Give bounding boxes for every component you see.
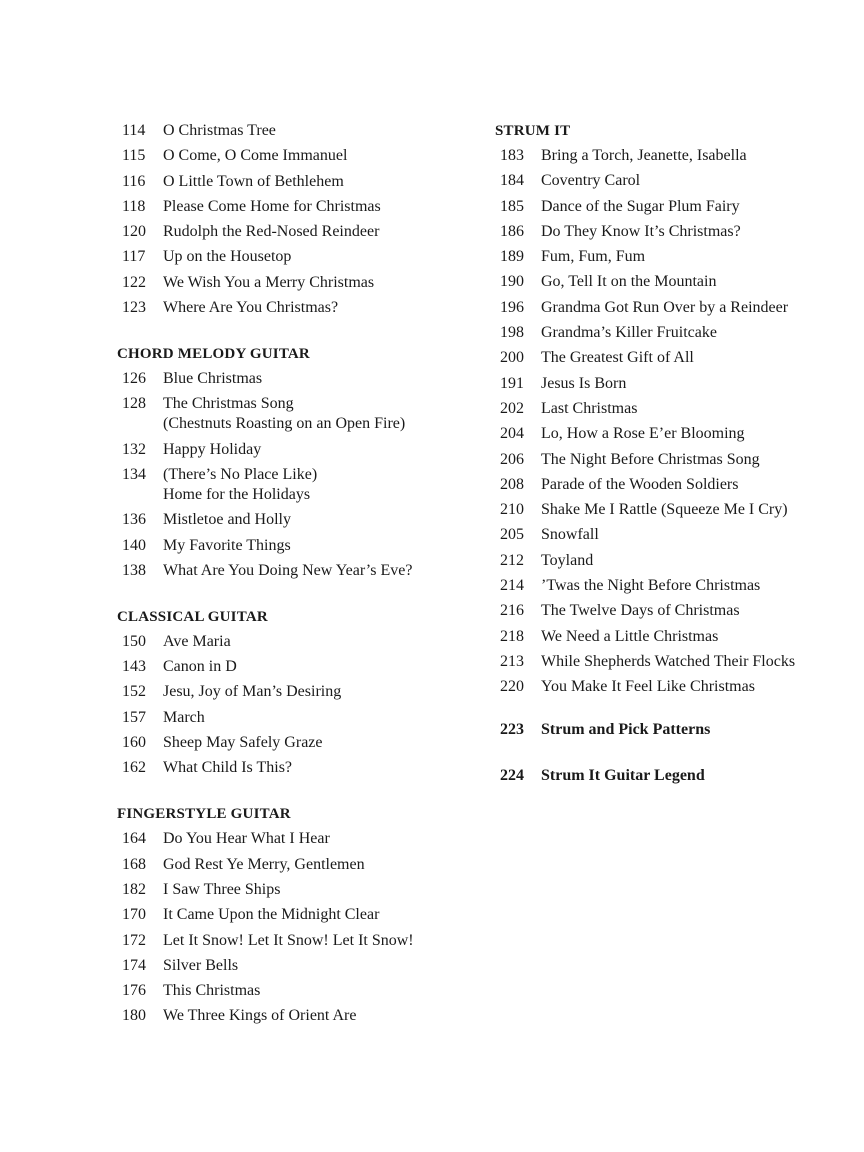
song-title: Shake Me I Rattle (Squeeze Me I Cry): [541, 501, 788, 519]
song-title: Go, Tell It on the Mountain: [541, 273, 717, 291]
toc-entry: [117, 172, 477, 192]
song-title: Strum and Pick Patterns: [541, 721, 711, 739]
toc-entry: [117, 561, 477, 581]
toc-entry: [117, 121, 477, 141]
song-title: Lo, How a Rose E’er Blooming: [541, 425, 745, 443]
toc-entry: [495, 272, 835, 292]
page-number: 170: [122, 906, 146, 924]
toc-entry: [117, 758, 477, 778]
song-title: We Wish You a Merry Christmas: [163, 273, 375, 291]
toc-entry: [117, 931, 477, 951]
page-number: 220: [500, 678, 524, 696]
page-number: 212: [500, 551, 524, 569]
toc-entry: [117, 829, 477, 849]
toc-entry: [495, 399, 835, 419]
toc-entry: [495, 247, 835, 267]
song-title: (There’s No Place Like) Home for the Holidays: [163, 465, 318, 503]
page-number: 134: [122, 465, 146, 483]
section-heading: FINGERSTYLE GUITAR: [117, 806, 291, 823]
page-number: 117: [122, 248, 146, 266]
page-number: 189: [500, 248, 524, 266]
page-number: 132: [122, 440, 146, 458]
page-number: 126: [122, 370, 146, 388]
toc-entry: [117, 369, 477, 389]
page-number: 196: [500, 298, 524, 316]
page-number: 184: [500, 172, 524, 190]
page-number: 180: [122, 1007, 146, 1025]
page-number: 223: [500, 721, 524, 739]
toc-entry: [117, 440, 477, 460]
page-number: 191: [500, 374, 524, 392]
toc-entry: [117, 146, 477, 166]
toc-entry: [117, 956, 477, 976]
toc-entry: [495, 424, 835, 444]
song-title: Rudolph the Red-Nosed Reindeer: [163, 223, 380, 241]
page-number: 198: [500, 324, 524, 342]
toc-entry: [117, 536, 477, 556]
toc-entry: [495, 171, 835, 191]
song-title: Grandma’s Killer Fruitcake: [541, 324, 717, 342]
page-number: 157: [122, 708, 146, 726]
toc-entry: [495, 348, 835, 368]
page-number: 204: [500, 425, 524, 443]
right-column: [495, 121, 835, 792]
song-title: We Three Kings of Orient Are: [163, 1007, 357, 1025]
song-title: The Twelve Days of Christmas: [541, 602, 740, 620]
page-number: 213: [500, 652, 524, 670]
song-title: The Christmas Song (Chestnuts Roasting on an Open Fire): [163, 395, 406, 433]
page-number: 218: [500, 627, 524, 645]
page-number: 190: [500, 273, 524, 291]
toc-entry: [117, 855, 477, 875]
song-title: March: [163, 708, 205, 726]
toc-entry: [495, 197, 835, 217]
toc-entry: [495, 500, 835, 520]
song-title: O Little Town of Bethlehem: [163, 172, 344, 190]
page-number: 216: [500, 602, 524, 620]
toc-entry: [117, 197, 477, 217]
page-number: 174: [122, 956, 146, 974]
toc-entry: [117, 733, 477, 753]
toc-extra: [495, 720, 835, 740]
toc-entry: [495, 601, 835, 621]
song-title: Parade of the Wooden Soldiers: [541, 475, 739, 493]
page-number: 182: [122, 880, 146, 898]
song-title: While Shepherds Watched Their Flocks: [541, 652, 796, 670]
toc-entry: [117, 510, 477, 530]
toc-entry: [117, 981, 477, 1001]
page-number: 202: [500, 399, 524, 417]
song-title: O Christmas Tree: [163, 122, 276, 139]
page-number: 122: [122, 273, 146, 291]
toc-entry: [495, 720, 835, 740]
section-heading: CLASSICAL GUITAR: [117, 608, 268, 625]
page-number: 150: [122, 632, 146, 650]
toc-entry: [495, 525, 835, 545]
page-number: 136: [122, 511, 146, 529]
song-title: Snowfall: [541, 526, 599, 544]
song-title: Jesu, Joy of Man’s Desiring: [163, 683, 342, 701]
toc-entry: [117, 708, 477, 728]
song-title: Please Come Home for Christmas: [163, 197, 381, 215]
page-number: 214: [500, 577, 524, 595]
toc-entry: [495, 652, 835, 672]
page-number: 152: [122, 683, 146, 701]
song-title: Strum It Guitar Legend: [541, 767, 705, 785]
song-title: Ave Maria: [163, 632, 231, 650]
song-title: Sheep May Safely Graze: [163, 734, 323, 752]
toc-entry: [117, 247, 477, 267]
toc-extra: [495, 766, 835, 786]
toc-entry: [117, 394, 477, 434]
toc-entry: [495, 627, 835, 647]
toc-entry: [495, 450, 835, 470]
page-number: 164: [122, 830, 146, 848]
song-title: You Make It Feel Like Christmas: [541, 678, 755, 696]
page-number: 210: [500, 501, 524, 519]
page-number: 115: [122, 147, 146, 165]
song-title: It Came Upon the Midnight Clear: [163, 906, 380, 924]
song-title: Up on the Housetop: [163, 248, 292, 266]
page-number: 116: [122, 172, 146, 190]
song-title: The Night Before Christmas Song: [541, 450, 760, 468]
song-title: Where Are You Christmas?: [163, 299, 339, 317]
section-heading: CHORD MELODY GUITAR: [117, 346, 310, 363]
page-number: 160: [122, 734, 146, 752]
song-title: We Need a Little Christmas: [541, 627, 719, 645]
toc-entry: [495, 323, 835, 343]
page-number: 176: [122, 982, 146, 1000]
page-number: 138: [122, 561, 146, 579]
toc-entry: [495, 551, 835, 571]
toc-entry: [495, 475, 835, 495]
song-title: Dance of the Sugar Plum Fairy: [541, 197, 740, 215]
song-title: O Come, O Come Immanuel: [163, 147, 348, 165]
page-number: 200: [500, 349, 524, 367]
song-title: Coventry Carol: [541, 172, 641, 190]
left-column: [117, 121, 477, 1052]
toc-entry: [117, 632, 477, 652]
song-title: What Child Is This?: [163, 759, 293, 777]
song-title: Let It Snow! Let It Snow! Let It Snow!: [163, 931, 414, 949]
song-title: Jesus Is Born: [541, 374, 627, 392]
page-number: 123: [122, 299, 146, 317]
toc-entry: [495, 766, 835, 786]
song-title: What Are You Doing New Year’s Eve?: [163, 561, 413, 579]
toc-section: [117, 804, 477, 1026]
toc-section: [117, 121, 477, 318]
song-title: Last Christmas: [541, 399, 638, 417]
section-heading: STRUM IT: [495, 123, 571, 139]
toc-entry: [117, 1006, 477, 1026]
toc-section: [117, 344, 477, 581]
toc-entry: [117, 682, 477, 702]
page-number: 162: [122, 759, 146, 777]
toc-section: [117, 607, 477, 778]
toc-entry: [117, 905, 477, 925]
song-title: Silver Bells: [163, 956, 239, 974]
song-title: Grandma Got Run Over by a Reindeer: [541, 298, 789, 316]
song-title: Do You Hear What I Hear: [163, 830, 330, 848]
page-number: 128: [122, 395, 146, 413]
toc-entry: [495, 576, 835, 596]
toc-entry: [117, 465, 477, 505]
song-title: God Rest Ye Merry, Gentlemen: [163, 855, 365, 873]
page-number: 208: [500, 475, 524, 493]
page-number: 186: [500, 222, 524, 240]
toc-entry: [495, 298, 835, 318]
song-title: Fum, Fum, Fum: [541, 248, 646, 266]
toc-entry: [495, 374, 835, 394]
song-title: The Greatest Gift of All: [541, 349, 694, 367]
song-title: Canon in D: [163, 658, 237, 676]
song-title: Happy Holiday: [163, 440, 262, 458]
page-number: 143: [122, 658, 146, 676]
toc-entry: [495, 146, 835, 166]
song-title: My Favorite Things: [163, 536, 291, 554]
toc-entry: [117, 273, 477, 293]
song-title: Bring a Torch, Jeanette, Isabella: [541, 147, 747, 164]
page-number: 183: [500, 147, 524, 164]
page-number: 114: [122, 122, 146, 139]
toc-entry: [117, 222, 477, 242]
page-number: 205: [500, 526, 524, 544]
page-number: 224: [500, 767, 524, 785]
song-title: ’Twas the Night Before Christmas: [541, 577, 761, 595]
page-number: 120: [122, 223, 146, 241]
page-number: 140: [122, 536, 146, 554]
toc-entry: [117, 657, 477, 677]
song-title: Mistletoe and Holly: [163, 511, 291, 529]
song-title: I Saw Three Ships: [163, 880, 281, 898]
page-number: 118: [122, 197, 146, 215]
song-title: Blue Christmas: [163, 370, 263, 388]
toc-entry: [117, 298, 477, 318]
song-title: Do They Know It’s Christmas?: [541, 222, 741, 240]
song-title: This Christmas: [163, 982, 261, 1000]
page-number: 185: [500, 197, 524, 215]
toc-entry: [495, 677, 835, 697]
song-title: Toyland: [541, 551, 594, 569]
page-number: 168: [122, 855, 146, 873]
page-number: 172: [122, 931, 146, 949]
page-number: 206: [500, 450, 524, 468]
toc-section: [495, 121, 835, 697]
toc-entry: [117, 880, 477, 900]
toc-entry: [495, 222, 835, 242]
